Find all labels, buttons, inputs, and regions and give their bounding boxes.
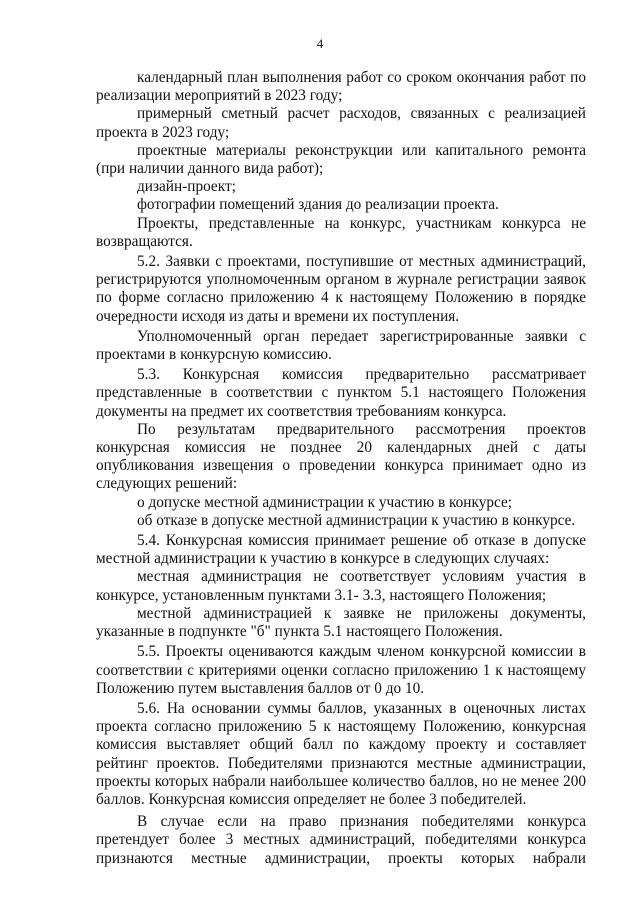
paragraph-decision-admit: о допуске местной администрации к участию в конкурсе; <box>137 493 513 511</box>
paragraph-photos: фотографии помещений здания до реализации проекта. <box>137 196 499 214</box>
paragraph-5-6: 5.6. На основании суммы баллов, указанных в оценочных листах проекта согласно приложению 5 к настоящему Положению, конкурсная комиссия выставляет общий балл по каждому проекту и составляет рейтинг проектов. Победителями признаются местные администрации, проекты которых набрали наибольшее количество баллов, но не менее 200 баллов. Конкурсная комиссия определяет не более 3 победителей. <box>96 699 586 808</box>
paragraph-preliminary-results: По результатам предварительного рассмотрения проектов конкурсная комиссия не позднее 20 календарных дней с даты опубликования извещения о проведении конкурса принимает одно из следующих решений: <box>96 420 586 493</box>
paragraph-refusal-case-1: местная администрация не соответствует условиям участия в конкурсе, установленным пунктами 3.1- 3.3, настоящего Положения; <box>96 568 586 604</box>
paragraph-5-4: 5.4. Конкурсная комиссия принимает решение об отказе в допуске местной администрации к участию в конкурсе в следующих случаях: <box>96 532 586 568</box>
paragraph-refusal-case-2: местной администрацией к заявке не приложены документы, указанные в подпункте "б" пункта 5.1 настоящего Положения. <box>96 604 586 641</box>
paragraph-work-plan: календарный план выполнения работ со сроком окончания работ по реализации мероприятий в 2023 году; <box>96 69 586 105</box>
paragraph-design-project: дизайн-проект; <box>137 178 236 196</box>
page-number: 4 <box>316 36 324 51</box>
paragraph-5-2: 5.2. Заявки с проектами, поступившие от местных администраций, регистрируются уполномоченным органом в журнале регистрации заявок по форме согласно приложению 4 к настоящему Положению в порядке очередности исходя из даты и времени их поступления. <box>96 253 586 325</box>
paragraph-cost-estimate: примерный сметный расчет расходов, связанных с реализацией проекта в 2023 году; <box>96 105 586 141</box>
document-body <box>96 69 586 868</box>
paragraph-more-than-three: В случае если на право признания победителями конкурса претендует более 3 местных администраций, победителями конкурса признаются местные администрации, проекты которых набрали <box>96 813 586 867</box>
paragraph-5-5: 5.5. Проекты оцениваются каждым членом конкурсной комиссии в соответствии с критериями оценки согласно приложению 1 к настоящему Положению путем выставления баллов от 0 до 10. <box>96 643 586 697</box>
paragraph-project-materials: проектные материалы реконструкции или капитального ремонта (при наличии данного вида работ); <box>96 141 586 178</box>
paragraph-transfer-applications: Уполномоченный орган передает зарегистрированные заявки с проектами в конкурсную комиссию. <box>96 327 586 364</box>
paragraph-decision-refuse: об отказе в допуске местной администрации к участию в конкурсе. <box>137 511 576 529</box>
paragraph-projects-not-returned: Проекты, представленные на конкурс, участникам конкурса не возвращаются. <box>96 214 586 250</box>
paragraph-5-3: 5.3. Конкурсная комиссия предварительно рассматривает представленные в соответствии с пунктом 5.1 настоящего Положения документы на предмет их соответствия требованиям конкурса. <box>96 366 586 420</box>
